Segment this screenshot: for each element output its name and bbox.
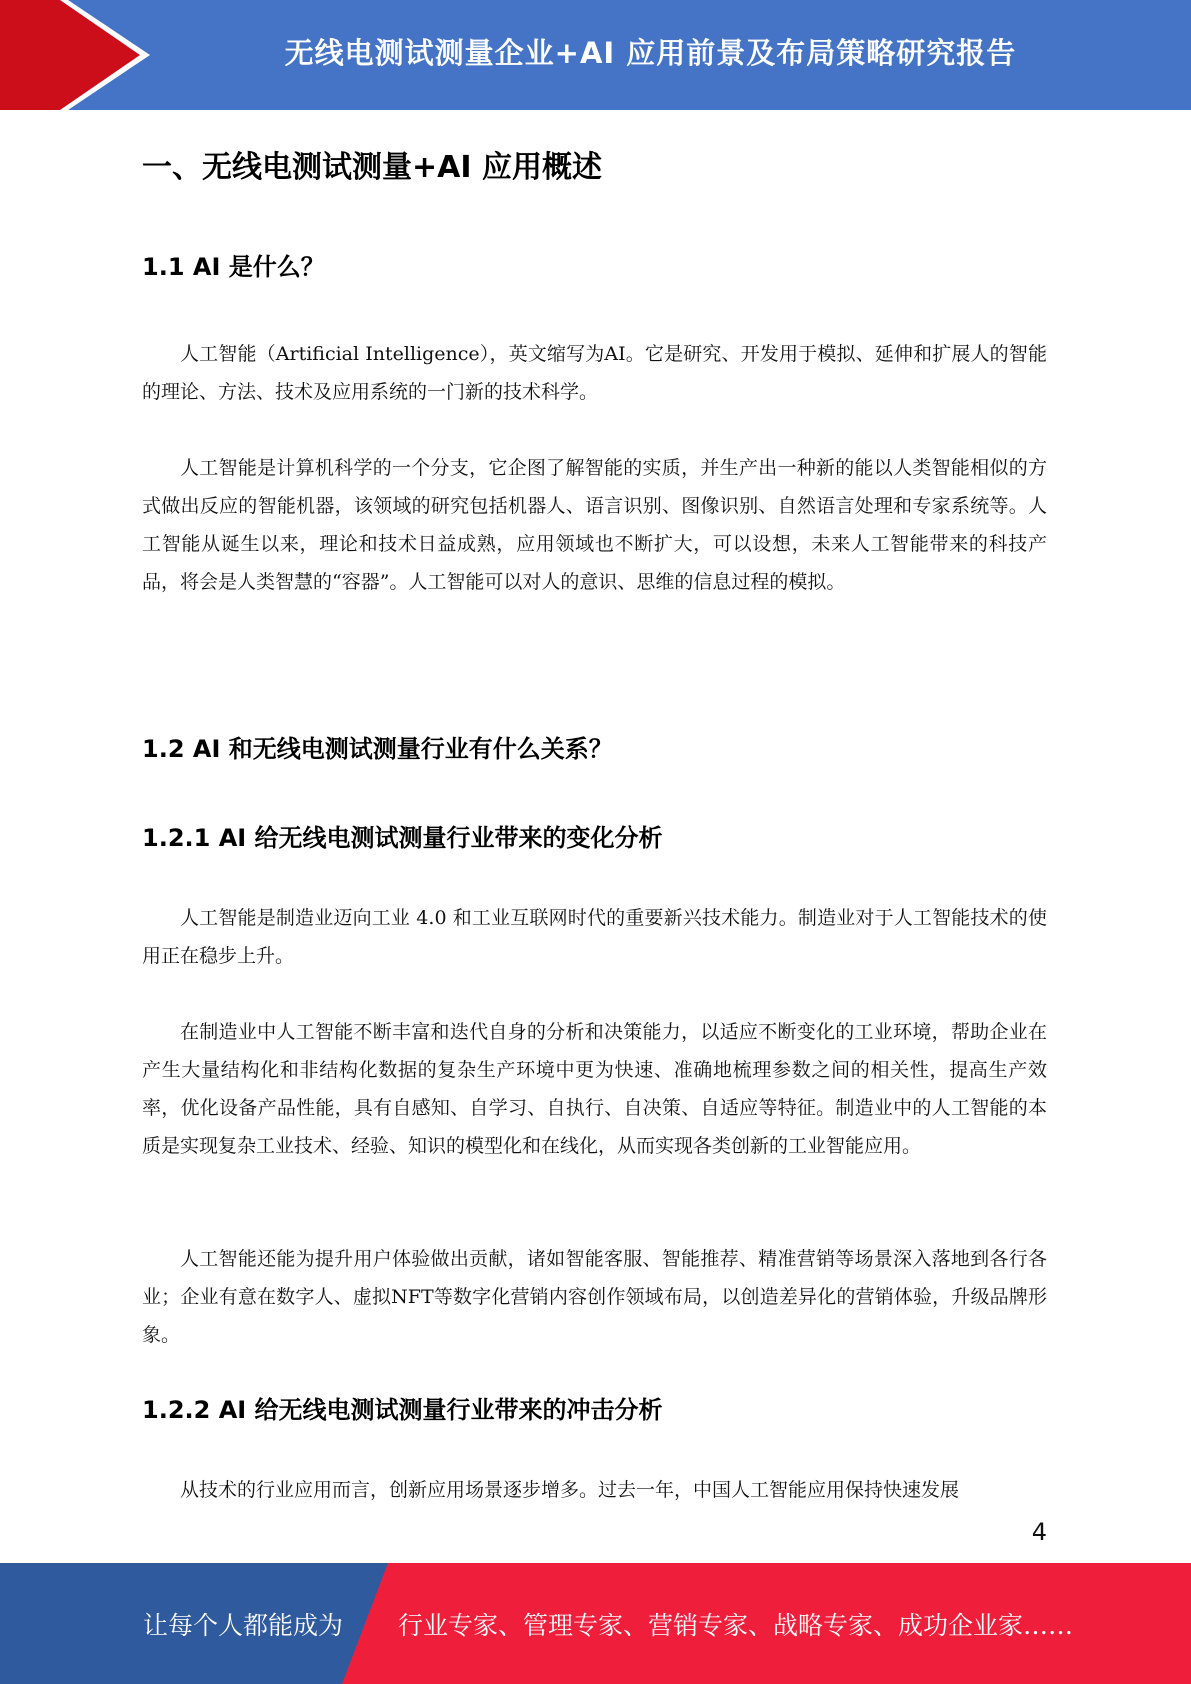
paragraph-ai-definition: 人工智能（Artificial Intelligence），英文缩写为AI。它是研究、开发用于模拟、延伸和扩展人的智能的理论、方法、技术及应用系统的一门新的技术科学。 [142,343,1047,403]
footer-slogan-left: 让每个人都能成为 [143,1610,344,1640]
section-heading-1-2-1: 1.2.1 AI 给无线电测试测量行业带来的变化分析 [142,824,663,852]
chapter-heading: 一、无线电测试测量+AI 应用概述 [142,150,602,185]
section-heading-1-1: 1.1 AI 是什么？ [142,253,325,281]
section-heading-1-2: 1.2 AI 和无线电测试测量行业有什么关系？ [142,735,613,763]
paragraph-ai-branch: 人工智能是计算机科学的一个分支，它企图了解智能的实质，并生产出一种新的能以人类智能相似的方式做出反应的智能机器，该领域的研究包括机器人、语言识别、图像识别、自然语言处理和专家系统等。人工智能从诞生以来，理论和技术日益成熟，应用领域也不断扩大，可以设想，未来人工智能带来的科技产品，将会是人类智慧的“容器”。人工智能可以对人的意识、思维的信息过程的模拟。 [142,457,1047,593]
page-number: 4 [1031,1518,1047,1546]
report-title: 无线电测试测量企业+AI 应用前景及布局策略研究报告 [284,35,1017,70]
page-header [0,0,1191,110]
footer-slogan-right: 行业专家、管理专家、营销专家、战略专家、成功企业家…… [398,1610,1074,1640]
paragraph-analysis-decision: 在制造业中人工智能不断丰富和迭代自身的分析和决策能力，以适应不断变化的工业环境，帮助企业在产生大量结构化和非结构化数据的复杂生产环境中更为快速、准确地梳理参数之间的相关性，提高生产效率，优化设备产品性能，具有自感知、自学习、自执行、自决策、自适应等特征。制造业中的人工智能的本质是实现复杂工业技术、经验、知识的模型化和在线化，从而实现各类创新的工业智能应用。 [142,1021,1047,1157]
paragraph-industry-application: 从技术的行业应用而言，创新应用场景逐步增多。过去一年，中国人工智能应用保持快速发展 [180,1479,960,1501]
section-heading-1-2-2: 1.2.2 AI 给无线电测试测量行业带来的冲击分析 [142,1396,663,1424]
paragraph-manufacturing-ai: 人工智能是制造业迈向工业 4.0 和工业互联网时代的重要新兴技术能力。制造业对于人工智能技术的使用正在稳步上升。 [142,907,1047,967]
header-arrow-decoration [0,0,150,110]
paragraph-user-experience: 人工智能还能为提升用户体验做出贡献，诸如智能客服、智能推荐、精准营销等场景深入落地到各行各业；企业有意在数字人、虚拟NFT等数字化营销内容创作领域布局，以创造差异化的营销体验，升级品牌形象。 [142,1248,1047,1346]
page-footer [0,1563,1191,1684]
